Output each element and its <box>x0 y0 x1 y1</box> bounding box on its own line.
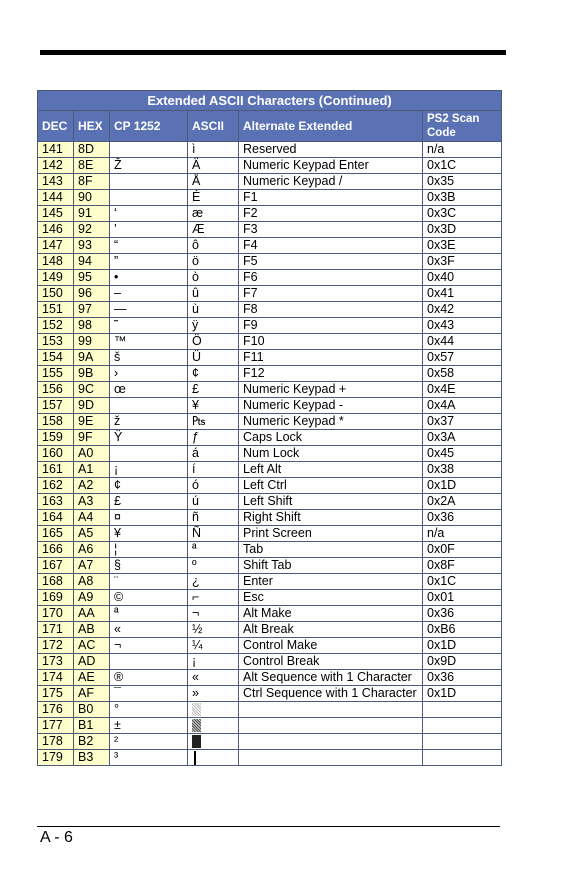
cell-alternate-extended: Left Ctrl <box>239 478 423 494</box>
cell-alternate-extended: Num Lock <box>239 446 423 462</box>
table-row <box>38 222 502 238</box>
cell-ps2-scan-code: 0x3A <box>423 430 502 446</box>
cell-ascii: ô <box>188 238 239 254</box>
cell-ps2-scan-code: 0x36 <box>423 510 502 526</box>
cell-hex: A6 <box>74 542 110 558</box>
cell-ascii: » <box>188 686 239 702</box>
cell-cp1252: ” <box>110 254 188 270</box>
cell-ascii: £ <box>188 382 239 398</box>
table-row <box>38 254 502 270</box>
cell-cp1252: ¤ <box>110 510 188 526</box>
cell-cp1252 <box>110 654 188 670</box>
cell-dec: 150 <box>38 286 74 302</box>
cell-dec: 179 <box>38 750 74 766</box>
table-row <box>38 686 502 702</box>
cell-ps2-scan-code: 0x42 <box>423 302 502 318</box>
cell-cp1252: « <box>110 622 188 638</box>
cell-dec: 153 <box>38 334 74 350</box>
cell-hex: B3 <box>74 750 110 766</box>
cell-alternate-extended: Shift Tab <box>239 558 423 574</box>
cell-ascii: ½ <box>188 622 239 638</box>
cell-ascii: ò <box>188 270 239 286</box>
cell-ps2-scan-code: 0x57 <box>423 350 502 366</box>
cell-cp1252 <box>110 446 188 462</box>
cell-dec: 158 <box>38 414 74 430</box>
vertical-bar-icon <box>194 751 196 765</box>
cell-dec: 143 <box>38 174 74 190</box>
cell-ps2-scan-code <box>423 702 502 718</box>
cell-dec: 176 <box>38 702 74 718</box>
table-row <box>38 590 502 606</box>
cell-hex: A8 <box>74 574 110 590</box>
cell-ascii: ù <box>188 302 239 318</box>
cell-hex: 9B <box>74 366 110 382</box>
table-row <box>38 350 502 366</box>
cell-ascii: á <box>188 446 239 462</box>
table-row <box>38 414 502 430</box>
cell-cp1252: § <box>110 558 188 574</box>
cell-dec: 178 <box>38 734 74 750</box>
cell-ps2-scan-code: 0x1C <box>423 158 502 174</box>
cell-cp1252: ™ <box>110 334 188 350</box>
cell-alternate-extended <box>239 750 423 766</box>
cell-alternate-extended: Numeric Keypad * <box>239 414 423 430</box>
cell-alternate-extended: Print Screen <box>239 526 423 542</box>
cell-dec: 163 <box>38 494 74 510</box>
cell-dec: 171 <box>38 622 74 638</box>
cell-cp1252: › <box>110 366 188 382</box>
cell-hex: A7 <box>74 558 110 574</box>
cell-ps2-scan-code: 0x43 <box>423 318 502 334</box>
cell-ascii: ⌐ <box>188 590 239 606</box>
cell-alternate-extended: F4 <box>239 238 423 254</box>
cell-alternate-extended: Control Break <box>239 654 423 670</box>
cell-dec: 159 <box>38 430 74 446</box>
table-row <box>38 270 502 286</box>
table-row <box>38 142 502 158</box>
cell-ps2-scan-code: 0x3D <box>423 222 502 238</box>
cell-dec: 162 <box>38 478 74 494</box>
cell-alternate-extended: Alt Sequence with 1 Character <box>239 670 423 686</box>
cell-ascii: æ <box>188 206 239 222</box>
table-row <box>38 670 502 686</box>
cell-alternate-extended: F7 <box>239 286 423 302</box>
cell-dec: 170 <box>38 606 74 622</box>
cell-ascii: « <box>188 670 239 686</box>
cell-dec: 167 <box>38 558 74 574</box>
cell-cp1252 <box>110 398 188 414</box>
cell-cp1252: – <box>110 286 188 302</box>
cell-alternate-extended: Reserved <box>239 142 423 158</box>
cell-hex: AB <box>74 622 110 638</box>
cell-hex: B0 <box>74 702 110 718</box>
cell-hex: 9F <box>74 430 110 446</box>
cell-dec: 156 <box>38 382 74 398</box>
cell-cp1252 <box>110 174 188 190</box>
cell-ps2-scan-code: 0x1D <box>423 478 502 494</box>
cell-hex: A4 <box>74 510 110 526</box>
table-row <box>38 302 502 318</box>
cell-dec: 166 <box>38 542 74 558</box>
cell-dec: 172 <box>38 638 74 654</box>
cell-alternate-extended: F2 <box>239 206 423 222</box>
cell-ascii: ñ <box>188 510 239 526</box>
cell-ascii: Å <box>188 174 239 190</box>
cell-cp1252: ¡ <box>110 462 188 478</box>
cell-ps2-scan-code: 0x1C <box>423 574 502 590</box>
cell-alternate-extended: Numeric Keypad - <box>239 398 423 414</box>
table-row <box>38 190 502 206</box>
cell-cp1252 <box>110 190 188 206</box>
cell-alternate-extended: Numeric Keypad Enter <box>239 158 423 174</box>
table-row <box>38 702 502 718</box>
cell-ps2-scan-code: 0x0F <box>423 542 502 558</box>
cell-cp1252: — <box>110 302 188 318</box>
cell-ps2-scan-code: 0x35 <box>423 174 502 190</box>
cell-dec: 147 <box>38 238 74 254</box>
cell-alternate-extended: F10 <box>239 334 423 350</box>
dark-shade-block-icon <box>192 735 201 748</box>
cell-cp1252: ° <box>110 702 188 718</box>
cell-hex: A1 <box>74 462 110 478</box>
cell-ps2-scan-code: 0x36 <box>423 606 502 622</box>
cell-ascii <box>188 718 239 734</box>
cell-hex: 8F <box>74 174 110 190</box>
cell-alternate-extended: Left Alt <box>239 462 423 478</box>
table-row <box>38 206 502 222</box>
cell-alternate-extended: F6 <box>239 270 423 286</box>
cell-hex: A3 <box>74 494 110 510</box>
cell-ps2-scan-code: 0x01 <box>423 590 502 606</box>
table-row <box>38 174 502 190</box>
table-row <box>38 494 502 510</box>
cell-dec: 155 <box>38 366 74 382</box>
cell-ascii: ¼ <box>188 638 239 654</box>
cell-cp1252: “ <box>110 238 188 254</box>
cell-dec: 154 <box>38 350 74 366</box>
table-row <box>38 718 502 734</box>
cell-dec: 152 <box>38 318 74 334</box>
cell-dec: 175 <box>38 686 74 702</box>
cell-ps2-scan-code: 0xB6 <box>423 622 502 638</box>
cell-cp1252: ¯ <box>110 686 188 702</box>
table-row <box>38 286 502 302</box>
cell-ps2-scan-code: 0x58 <box>423 366 502 382</box>
table-row <box>38 382 502 398</box>
cell-ps2-scan-code: 0x3F <box>423 254 502 270</box>
table-row <box>38 478 502 494</box>
table-row <box>38 734 502 750</box>
cell-dec: 144 <box>38 190 74 206</box>
cell-alternate-extended: Enter <box>239 574 423 590</box>
cell-dec: 157 <box>38 398 74 414</box>
cell-cp1252: Ÿ <box>110 430 188 446</box>
cell-alternate-extended: Caps Lock <box>239 430 423 446</box>
cell-ps2-scan-code: 0x9D <box>423 654 502 670</box>
cell-alternate-extended: Left Shift <box>239 494 423 510</box>
cell-hex: 9A <box>74 350 110 366</box>
header-dec: DEC <box>38 111 74 142</box>
table-row <box>38 334 502 350</box>
cell-cp1252: ® <box>110 670 188 686</box>
cell-hex: 95 <box>74 270 110 286</box>
cell-ps2-scan-code: 0x3C <box>423 206 502 222</box>
cell-hex: 96 <box>74 286 110 302</box>
table-row <box>38 750 502 766</box>
cell-dec: 146 <box>38 222 74 238</box>
cell-ascii: ¬ <box>188 606 239 622</box>
cell-cp1252: ¨ <box>110 574 188 590</box>
cell-dec: 174 <box>38 670 74 686</box>
cell-ps2-scan-code: 0x4A <box>423 398 502 414</box>
header-ps2-scan-code: PS2 Scan Code <box>423 111 502 142</box>
page-number: A - 6 <box>40 829 73 846</box>
light-shade-block-icon <box>192 703 201 716</box>
table-row <box>38 654 502 670</box>
cell-cp1252: ¦ <box>110 542 188 558</box>
cell-ascii: ö <box>188 254 239 270</box>
cell-hex: 93 <box>74 238 110 254</box>
cell-cp1252: ‘ <box>110 206 188 222</box>
cell-alternate-extended <box>239 702 423 718</box>
cell-ps2-scan-code: 0x38 <box>423 462 502 478</box>
cell-hex: A5 <box>74 526 110 542</box>
cell-ps2-scan-code <box>423 750 502 766</box>
cell-hex: 94 <box>74 254 110 270</box>
cell-alternate-extended <box>239 718 423 734</box>
cell-cp1252: ˜ <box>110 318 188 334</box>
extended-ascii-table <box>37 90 502 766</box>
cell-cp1252: ž <box>110 414 188 430</box>
table-row <box>38 606 502 622</box>
cell-dec: 168 <box>38 574 74 590</box>
cell-ascii: ¡ <box>188 654 239 670</box>
cell-dec: 149 <box>38 270 74 286</box>
cell-alternate-extended: F11 <box>239 350 423 366</box>
table-row <box>38 462 502 478</box>
cell-dec: 141 <box>38 142 74 158</box>
cell-ascii: Æ <box>188 222 239 238</box>
cell-ps2-scan-code: 0x1D <box>423 638 502 654</box>
cell-ps2-scan-code: n/a <box>423 142 502 158</box>
cell-alternate-extended: F1 <box>239 190 423 206</box>
cell-hex: AA <box>74 606 110 622</box>
cell-cp1252: ¢ <box>110 478 188 494</box>
cell-cp1252: £ <box>110 494 188 510</box>
cell-hex: AF <box>74 686 110 702</box>
cell-dec: 177 <box>38 718 74 734</box>
table-title: Extended ASCII Characters (Continued) <box>38 91 502 111</box>
cell-dec: 151 <box>38 302 74 318</box>
cell-ascii: É <box>188 190 239 206</box>
bottom-rule <box>37 826 500 827</box>
cell-ps2-scan-code: 0x2A <box>423 494 502 510</box>
cell-ascii: ƒ <box>188 430 239 446</box>
table-row <box>38 510 502 526</box>
table-row <box>38 318 502 334</box>
cell-alternate-extended: Control Make <box>239 638 423 654</box>
cell-ps2-scan-code: 0x40 <box>423 270 502 286</box>
table-row <box>38 526 502 542</box>
cell-ps2-scan-code: 0x36 <box>423 670 502 686</box>
cell-dec: 160 <box>38 446 74 462</box>
top-rule <box>40 50 506 55</box>
cell-hex: A2 <box>74 478 110 494</box>
cell-dec: 145 <box>38 206 74 222</box>
cell-hex: A9 <box>74 590 110 606</box>
cell-ascii: û <box>188 286 239 302</box>
cell-cp1252: ’ <box>110 222 188 238</box>
cell-ascii: ¿ <box>188 574 239 590</box>
cell-hex: 8E <box>74 158 110 174</box>
table-row <box>38 446 502 462</box>
cell-cp1252: œ <box>110 382 188 398</box>
table-row <box>38 238 502 254</box>
cell-ps2-scan-code: 0x3B <box>423 190 502 206</box>
cell-hex: 9C <box>74 382 110 398</box>
cell-hex: 91 <box>74 206 110 222</box>
cell-cp1252: Ž <box>110 158 188 174</box>
cell-hex: B2 <box>74 734 110 750</box>
cell-hex: 92 <box>74 222 110 238</box>
cell-alternate-extended: Esc <box>239 590 423 606</box>
cell-hex: AD <box>74 654 110 670</box>
table-row <box>38 638 502 654</box>
cell-ps2-scan-code: 0x37 <box>423 414 502 430</box>
table-row <box>38 542 502 558</box>
cell-dec: 173 <box>38 654 74 670</box>
cell-ascii <box>188 702 239 718</box>
cell-ps2-scan-code: 0x44 <box>423 334 502 350</box>
cell-dec: 165 <box>38 526 74 542</box>
cell-ascii: Ä <box>188 158 239 174</box>
cell-cp1252: • <box>110 270 188 286</box>
cell-hex: 97 <box>74 302 110 318</box>
table-row <box>38 398 502 414</box>
cell-ascii: ¥ <box>188 398 239 414</box>
cell-ascii <box>188 734 239 750</box>
cell-cp1252: ² <box>110 734 188 750</box>
cell-cp1252: ¬ <box>110 638 188 654</box>
cell-ps2-scan-code: 0x8F <box>423 558 502 574</box>
cell-hex: 99 <box>74 334 110 350</box>
cell-ascii: ó <box>188 478 239 494</box>
cell-alternate-extended: Ctrl Sequence with 1 Character <box>239 686 423 702</box>
cell-hex: 90 <box>74 190 110 206</box>
cell-cp1252 <box>110 142 188 158</box>
cell-ascii: ì <box>188 142 239 158</box>
cell-alternate-extended: Right Shift <box>239 510 423 526</box>
header-cp1252: CP 1252 <box>110 111 188 142</box>
cell-ascii <box>188 750 239 766</box>
cell-ascii: í <box>188 462 239 478</box>
table-row <box>38 430 502 446</box>
cell-dec: 164 <box>38 510 74 526</box>
cell-cp1252: ¥ <box>110 526 188 542</box>
cell-dec: 161 <box>38 462 74 478</box>
table-row <box>38 558 502 574</box>
cell-hex: 98 <box>74 318 110 334</box>
cell-ps2-scan-code: 0x45 <box>423 446 502 462</box>
cell-ps2-scan-code: 0x4E <box>423 382 502 398</box>
cell-alternate-extended: Numeric Keypad / <box>239 174 423 190</box>
cell-ps2-scan-code: 0x1D <box>423 686 502 702</box>
cell-cp1252: © <box>110 590 188 606</box>
cell-hex: 8D <box>74 142 110 158</box>
cell-ps2-scan-code: 0x3E <box>423 238 502 254</box>
cell-alternate-extended: F9 <box>239 318 423 334</box>
cell-cp1252: ± <box>110 718 188 734</box>
cell-ascii: ª <box>188 542 239 558</box>
cell-alternate-extended: F5 <box>239 254 423 270</box>
header-ascii: ASCII <box>188 111 239 142</box>
cell-ascii: Ñ <box>188 526 239 542</box>
cell-hex: A0 <box>74 446 110 462</box>
cell-dec: 148 <box>38 254 74 270</box>
cell-hex: B1 <box>74 718 110 734</box>
cell-ascii: Ü <box>188 350 239 366</box>
medium-shade-block-icon <box>192 719 201 732</box>
cell-ascii: ÿ <box>188 318 239 334</box>
cell-cp1252: ³ <box>110 750 188 766</box>
cell-cp1252: ª <box>110 606 188 622</box>
cell-alternate-extended: F12 <box>239 366 423 382</box>
cell-alternate-extended: F3 <box>239 222 423 238</box>
cell-alternate-extended: Alt Break <box>239 622 423 638</box>
header-alternate-extended: Alternate Extended <box>239 111 423 142</box>
cell-hex: AE <box>74 670 110 686</box>
cell-cp1252: š <box>110 350 188 366</box>
cell-alternate-extended: Numeric Keypad + <box>239 382 423 398</box>
cell-ps2-scan-code: 0x41 <box>423 286 502 302</box>
cell-alternate-extended: F8 <box>239 302 423 318</box>
cell-ascii: ú <box>188 494 239 510</box>
cell-alternate-extended: Tab <box>239 542 423 558</box>
cell-alternate-extended <box>239 734 423 750</box>
cell-ascii: º <box>188 558 239 574</box>
cell-hex: 9E <box>74 414 110 430</box>
cell-ascii: ¢ <box>188 366 239 382</box>
cell-alternate-extended: Alt Make <box>239 606 423 622</box>
table-row <box>38 622 502 638</box>
cell-hex: AC <box>74 638 110 654</box>
table-row <box>38 366 502 382</box>
cell-ps2-scan-code <box>423 718 502 734</box>
cell-hex: 9D <box>74 398 110 414</box>
cell-ps2-scan-code: n/a <box>423 526 502 542</box>
table-row <box>38 158 502 174</box>
cell-dec: 169 <box>38 590 74 606</box>
cell-ascii: Ö <box>188 334 239 350</box>
cell-ascii: ₧ <box>188 414 239 430</box>
table-row <box>38 574 502 590</box>
header-hex: HEX <box>74 111 110 142</box>
cell-ps2-scan-code <box>423 734 502 750</box>
cell-dec: 142 <box>38 158 74 174</box>
